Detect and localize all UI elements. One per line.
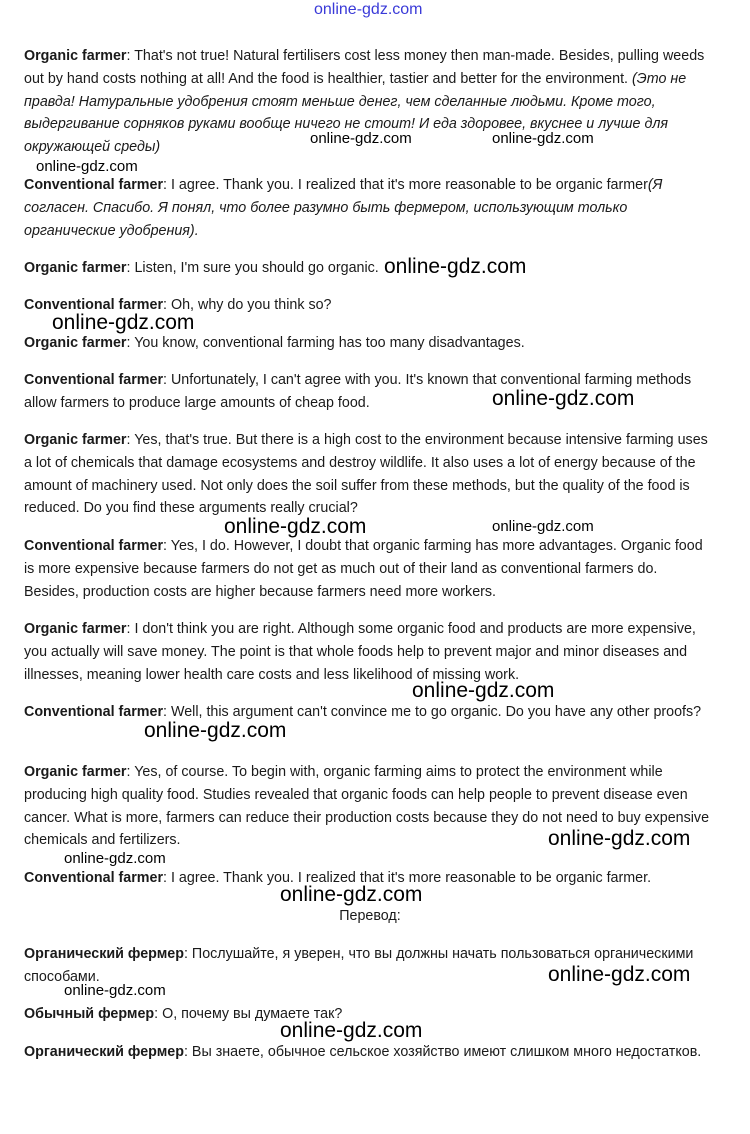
paragraph-5: [24, 332, 714, 355]
speaker-label: Organic farmer: [24, 764, 127, 780]
paragraph-text: : Unfortunately, I can't agree with you. It's known that conventional farming methods allow farmers to produce large amounts of cheap food.: [24, 372, 692, 411]
watermark-top: online-gdz.com: [314, 1, 423, 18]
translation-text: (Это не правда! Натуральные удобрения стоят меньше денег, чем сделанные людьми. Кроме того, выдергивание сорняков руками вообще ничего не стоит! И еда здоровее, вкуснее и лучше для окружающей среды): [24, 70, 687, 156]
paragraph-3: [24, 257, 714, 280]
watermark: online-gdz.com: [52, 311, 195, 334]
speaker-label: Conventional farmer: [24, 704, 164, 720]
speaker-label: Обычный фермер: [24, 1006, 155, 1022]
speaker-label: Organic farmer: [24, 48, 127, 64]
paragraph-text: : I agree. Thank you. I realized that it's more reasonable to be organic farmer: [163, 177, 648, 193]
translation-heading: Перевод:: [339, 908, 401, 924]
paragraph-text: : Listen, I'm sure you should go organic.: [126, 260, 379, 276]
watermark: online-gdz.com: [280, 883, 423, 906]
speaker-label: Conventional farmer: [24, 372, 164, 388]
paragraph-text: : Yes, I do. However, I doubt that organic farming has more advantages. Organic food is more expensive because farmers do not get as much out of their land as conventional farmers do. Besides, production costs are higher because farmers need more workers.: [24, 538, 703, 600]
speaker-label: Органический фермер: [24, 1044, 184, 1060]
watermark: online-gdz.com: [36, 158, 138, 175]
watermark: online-gdz.com: [492, 387, 635, 410]
watermark: online-gdz.com: [64, 982, 166, 999]
watermark: online-gdz.com: [280, 1019, 423, 1042]
speaker-label: Органический фермер: [24, 946, 184, 962]
watermark: online-gdz.com: [492, 518, 594, 535]
watermark: online-gdz.com: [548, 827, 691, 850]
watermark: online-gdz.com: [224, 515, 367, 538]
watermark: online-gdz.com: [412, 679, 555, 702]
speaker-label: Conventional farmer: [24, 297, 164, 313]
speaker-label: Conventional farmer: [24, 870, 164, 886]
paragraph-text: : Yes, that's true. But there is a high cost to the environment because intensive farming uses a lot of chemicals that damage ecosystems and destroy wildlife. It also uses a lot of energy because of the amount of machinery used. Not only does the soil suffer from these methods, but the quality of the food is reduced. Do you find these arguments really crucial?: [24, 432, 708, 517]
watermark: online-gdz.com: [548, 963, 691, 986]
paragraph-text: : I agree. Thank you. I realized that it's more reasonable to be organic farmer.: [163, 870, 652, 886]
speaker-label: Conventional farmer: [24, 538, 164, 554]
translation-text: (Я согласен. Спасибо. Я понял, что более разумно быть фермером, использующим только органические удобрения).: [24, 177, 663, 239]
russian-paragraph-3: [24, 1041, 714, 1064]
watermark: online-gdz.com: [64, 850, 166, 867]
paragraph-9: [24, 618, 714, 686]
speaker-label: Organic farmer: [24, 335, 127, 351]
paragraph-text: : Yes, of course. To begin with, organic farming aims to protect the environment while producing high quality food. Studies revealed that organic foods can help people to prevent disease even cancer. What is more, farmers can reduce their production costs because they do not need to buy expensive chemicals and fertilizers.: [24, 764, 710, 849]
watermark: online-gdz.com: [144, 719, 287, 742]
paragraph-10: [24, 701, 714, 724]
watermark: online-gdz.com: [492, 130, 594, 147]
watermark: online-gdz.com: [384, 255, 527, 278]
speaker-label: Organic farmer: [24, 621, 127, 637]
speaker-label: Conventional farmer: [24, 177, 164, 193]
paragraph-2: [24, 174, 714, 242]
paragraph-text: : Вы знаете, обычное сельское хозяйство имеют слишком много недостатков.: [183, 1044, 702, 1060]
paragraph-text: : You know, conventional farming has too many disadvantages.: [126, 335, 525, 351]
paragraph-text: : О, почему вы думаете так?: [154, 1006, 343, 1022]
watermark: online-gdz.com: [310, 130, 412, 147]
paragraph-text: : I don't think you are right. Although some organic food and products are more expensive, you actually will save money. The point is that whole foods help to prevent major and minor diseases and illnesses, meaning lower health care costs and less likelihood of missing work.: [24, 621, 696, 683]
paragraph-text: : Oh, why do you think so?: [163, 297, 332, 313]
paragraph-text: : Послушайте, я уверен, что вы должны начать пользоваться органическими способами.: [24, 946, 694, 985]
speaker-label: Organic farmer: [24, 432, 127, 448]
paragraph-7: [24, 429, 714, 520]
paragraph-8: [24, 535, 714, 603]
paragraph-text: : Well, this argument can't convince me to go organic. Do you have any other proofs?: [163, 704, 702, 720]
paragraph-text: : That's not true! Natural fertilisers cost less money then man-made. Besides, pulling weeds out by hand costs nothing at all! And the food is healthier, tastier and better for the environment.: [24, 48, 705, 87]
speaker-label: Organic farmer: [24, 260, 127, 276]
